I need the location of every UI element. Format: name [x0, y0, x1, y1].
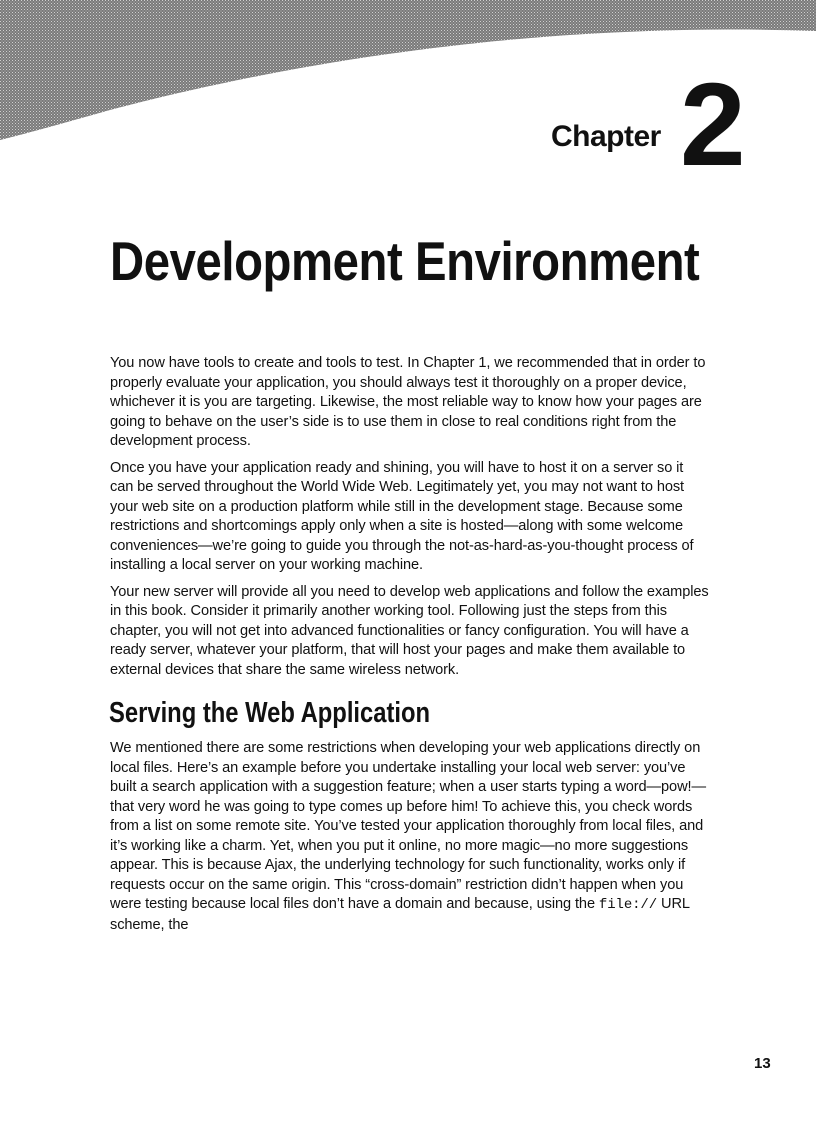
section-heading: Serving the Web Application: [109, 697, 431, 729]
intro-paragraph-3: Your new server will provide all you need to develop web applications and follow the examples in this book. Consider it primarily another working tool. Following just the steps from this chapter, you will not get into advanced functionalities or fancy configuration. You will have a ready server, whatever your platform, that will host your pages and make them available to external devices that share the same wireless network.: [110, 583, 709, 678]
page-number: 13: [754, 1055, 771, 1072]
intro-paragraph-1: You now have tools to create and tools to test. In Chapter 1, we recommended that in order to properly evaluate your application, you should always test it thoroughly on a proper device, whichever it is you are targeting. Likewise, the most reliable way to know how your pages are going to behave on the user’s side is to use them in close to real conditions right from the development process.: [110, 355, 706, 449]
intro-paragraph-2: Once you have your application ready and shining, you will have to host it on a server so it can be served throughout the World Wide Web. Legitimately yet, you may not want to host your web site on a production platform while still in the development stage. Because some restrictions and shortcomings apply only when a site is hosted—along with some welcome conveniences—we’re going to guide you through the not-as-hard-as-you-thought process of installing a local server on your working machine.: [110, 459, 694, 573]
chapter-title: Development Environment: [110, 230, 700, 292]
body-text: [110, 354, 710, 942]
section-text-before-code: We mentioned there are some restrictions when developing your web applications directly on local files. Here’s an example before you undertake installing your local web server: you’ve built a search application with a suggestion feature; when a user starts typing a word—pow!—that very word he was going to type comes up before him! To achieve this, you check words from a list on some remote site. You’ve tested your application thoroughly from local files, and it’s working like a charm. Yet, when you put it online, no more magic—no more suggestions appear. This is because Ajax, the underlying technology for such functionality, works only if requests occur on the same origin. This “cross-domain” restriction didn’t happen when you were testing because local files don’t have a domain and because, using the: [110, 740, 706, 912]
chapter-label: Chapter: [551, 120, 661, 153]
section-text-after-code: URL scheme, the: [110, 896, 690, 933]
chapter-number: 2: [680, 59, 744, 191]
section-paragraph: [110, 739, 710, 935]
inline-code-file-scheme: file://: [598, 897, 658, 913]
